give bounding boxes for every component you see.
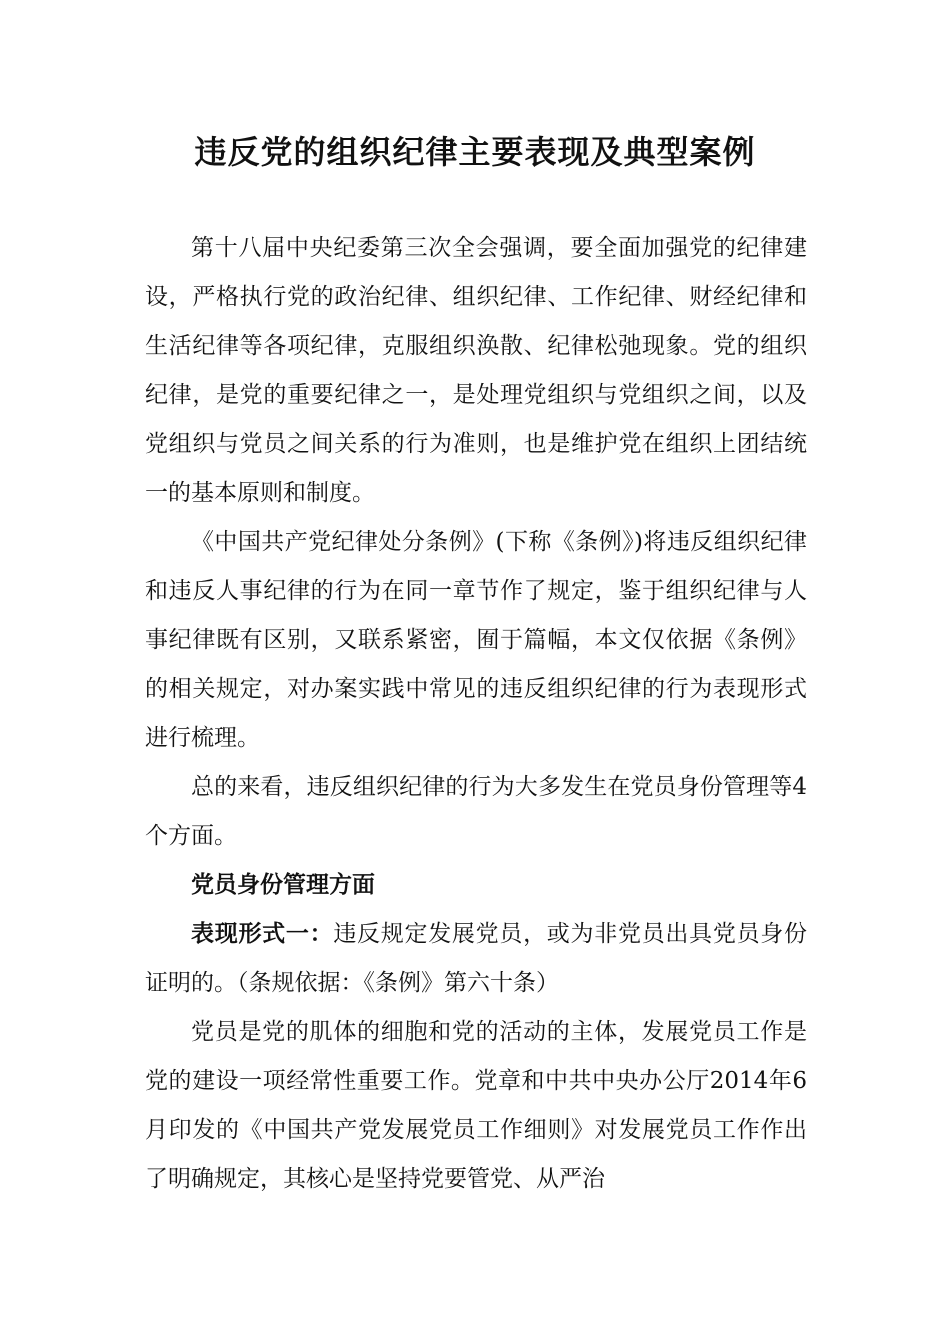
form-one-text: 违反规定发展党员，或为非党员出具党员身份证明的。（条规依据：《条例》第六十条） [145,921,808,996]
paragraph-regulation: 《中国共产党纪律处分条例》(下称《条例》)将违反组织纪律和违反人事纪律的行为在同一章节作了规定，鉴于组织纪律与人事纪律既有区别，又联系紧密，囿于篇幅，本文仅依据《条例》的相关规定，对办案实践中常见的违反组织纪律的行为表现形式进行梳理。 [145,529,807,751]
paragraph-intro: 第十八届中央纪委第三次全会强调，要全面加强党的纪律建设，严格执行党的政治纪律、组织纪律、工作纪律、财经纪律和生活纪律等各项纪律，克服组织涣散、纪律松弛现象。党的组织纪律，是党的重要纪律之一，是处理党组织与党组织之间，以及党组织与党员之间关系的行为准则，也是维护党在组织上团结统一的基本原则和制度。 [145,235,807,506]
form-one-lead: 表现形式一： [191,921,334,947]
paragraph-summary: 总的来看，违反组织纪律的行为大多发生在党员身份管理等4个方面。 [145,774,807,849]
document-title: 违反党的组织纪律主要表现及典型案例 [194,133,756,171]
document-body [145,224,807,1204]
paragraph-form-one [145,910,807,1008]
paragraph-membership-work: 党员是党的肌体的细胞和党的活动的主体，发展党员工作是党的建设一项经常性重要工作。党章和中共中央办公厅2014年6月印发的《中国共产党发展党员工作细则》对发展党员工作作出了明确规定，其核心是坚持党要管党、从严治 [145,1019,807,1192]
section-heading-membership: 党员身份管理方面 [191,872,375,898]
